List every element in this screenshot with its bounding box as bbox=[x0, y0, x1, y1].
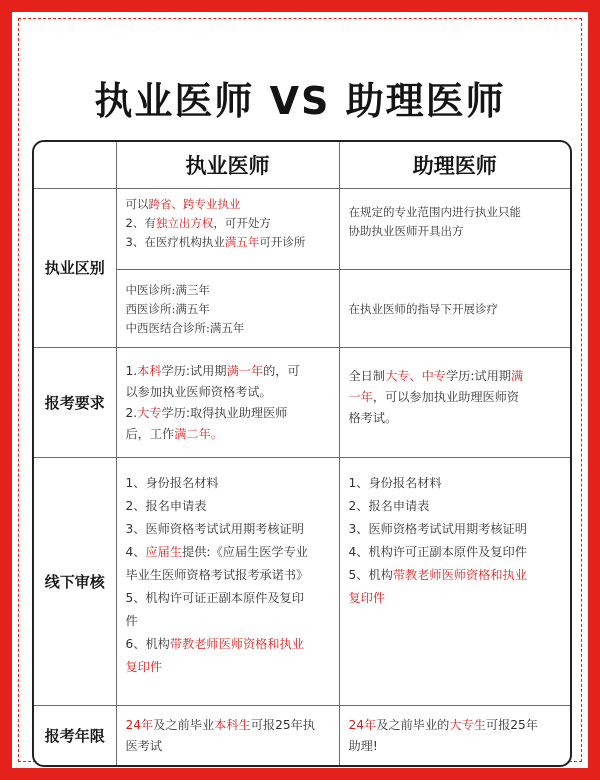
highlight-text: 带教老师医师资格和执业 bbox=[392, 567, 527, 582]
highlight-text: 24年 bbox=[348, 718, 377, 733]
plain-text: 1. bbox=[125, 364, 138, 378]
plain-text: 后，工作 bbox=[125, 427, 175, 441]
text-line bbox=[126, 495, 331, 518]
plain-text: 2. bbox=[125, 406, 138, 420]
text-line bbox=[349, 736, 563, 757]
plain-text: 2、报名申请表 bbox=[125, 498, 207, 513]
plain-text: 可开诊所 bbox=[259, 234, 306, 249]
plain-text: 提供:《应届生医学专业 bbox=[182, 544, 308, 559]
plain-text: 3、在医疗机构执业 bbox=[125, 234, 225, 249]
plain-text: 学历:试用期 bbox=[161, 364, 227, 378]
plain-text: 学历:试用期 bbox=[446, 368, 512, 383]
highlight-text: 大专、中专 bbox=[385, 368, 446, 383]
row-label-exam-years: 报考年限 bbox=[34, 705, 116, 765]
plain-text: 助理! bbox=[348, 739, 378, 754]
plain-text: 的，可 bbox=[263, 364, 300, 378]
text-line bbox=[126, 472, 331, 495]
text-line bbox=[126, 403, 331, 424]
text-line bbox=[349, 564, 563, 587]
text-line bbox=[126, 195, 331, 214]
highlight-text: 独立出方权 bbox=[155, 215, 214, 230]
row-label-offline-review: 线下审核 bbox=[34, 457, 116, 705]
plain-text: 5、机构 bbox=[348, 567, 393, 582]
text-line bbox=[126, 541, 331, 564]
assistant-exam-requirements bbox=[339, 347, 570, 457]
highlight-text: 带教老师医师资格和执业 bbox=[169, 636, 304, 651]
row-label-practice-difference: 执业区别 bbox=[34, 188, 116, 347]
plain-text: 可以 bbox=[125, 196, 149, 211]
row-exam-requirements bbox=[34, 347, 570, 457]
highlight-text: 跨省、跨专业执业 bbox=[148, 196, 241, 211]
plain-text: 3、医师资格考试试用期考核证明 bbox=[125, 521, 304, 536]
plain-text: ，可以参加执业助理医师资 bbox=[372, 389, 520, 404]
text-line: 西医诊所:满五年 bbox=[125, 301, 210, 316]
highlight-text: 满一年 bbox=[226, 364, 264, 378]
practicing-exam-years bbox=[116, 705, 339, 765]
text-line bbox=[126, 587, 331, 610]
plain-text: 及之前毕业 bbox=[153, 718, 215, 733]
plain-text: 1、身份报名材料 bbox=[125, 475, 219, 490]
row-label-exam-requirements: 报考要求 bbox=[34, 347, 116, 457]
text-line bbox=[126, 518, 331, 541]
practicing-offline-review bbox=[116, 457, 339, 705]
text-line bbox=[126, 233, 331, 252]
poster-card bbox=[12, 12, 588, 768]
text-line: 中西医结合诊所:满五年 bbox=[125, 320, 245, 335]
text-line bbox=[349, 587, 563, 610]
plain-text: 2、报名申请表 bbox=[348, 498, 430, 513]
text-line bbox=[349, 715, 563, 736]
text-line bbox=[349, 408, 563, 429]
plain-text: 4、机构许可正副本原件及复印件 bbox=[348, 544, 527, 559]
plain-text: 可报25年 bbox=[485, 718, 538, 733]
plain-text: 2、有 bbox=[125, 215, 156, 230]
text-line bbox=[126, 633, 331, 656]
plain-text: 可报25年执 bbox=[250, 718, 315, 733]
plain-text: 全日制 bbox=[348, 368, 386, 383]
row-exam-years bbox=[34, 705, 570, 765]
plain-text: 格考试。 bbox=[348, 410, 398, 425]
highlight-text: 本科 bbox=[137, 364, 162, 378]
text-line: 协助执业医师开具出方 bbox=[348, 223, 464, 238]
text-line bbox=[349, 366, 563, 387]
highlight-text: 复印件 bbox=[348, 590, 386, 605]
assistant-exam-years bbox=[339, 705, 570, 765]
plain-text: 5、机构许可证正副本原件及复印 bbox=[125, 590, 304, 605]
text-line bbox=[126, 610, 331, 633]
assistant-guidance-note: 在执业医师的指导下开展诊疗 bbox=[339, 269, 570, 347]
plain-text: 4、 bbox=[125, 544, 146, 559]
page-title: 执业医师 VS 助理医师 bbox=[94, 79, 506, 123]
practicing-practice-scope bbox=[116, 188, 339, 269]
text-line bbox=[349, 495, 563, 518]
highlight-text: 24年 bbox=[125, 718, 154, 733]
plain-text: 毕业生医师资格考试报考承诺书》 bbox=[125, 567, 309, 582]
text-line bbox=[126, 715, 331, 736]
header-practicing-physician: 执业医师 bbox=[116, 142, 339, 188]
comparison-table bbox=[32, 140, 572, 767]
text-line: 在规定的专业范围内进行执业只能 bbox=[348, 204, 521, 219]
highlight-text: 满二年。 bbox=[174, 427, 223, 441]
practicing-clinic-requirements bbox=[116, 269, 339, 347]
text-line bbox=[126, 736, 331, 757]
assistant-practice-scope bbox=[339, 188, 570, 269]
header-row bbox=[34, 142, 570, 188]
header-assistant-physician: 助理医师 bbox=[339, 142, 570, 188]
text-line bbox=[126, 214, 331, 233]
plain-text: ，可开处方 bbox=[213, 215, 271, 230]
highlight-text: 满五年 bbox=[224, 234, 260, 249]
highlight-text: 应届生 bbox=[145, 544, 183, 559]
plain-text: 3、医师资格考试试用期考核证明 bbox=[348, 521, 527, 536]
plain-text: 学历:取得执业助理医师 bbox=[161, 406, 288, 420]
highlight-text: 大专生 bbox=[449, 718, 486, 733]
plain-text: 件 bbox=[125, 613, 138, 628]
plain-text: 以参加执业医师资格考试。 bbox=[125, 385, 272, 399]
plain-text: 及之前毕业的 bbox=[376, 718, 450, 733]
text-line bbox=[126, 361, 331, 382]
text-line bbox=[349, 472, 563, 495]
text-line bbox=[126, 656, 331, 679]
highlight-text: 大专 bbox=[137, 406, 162, 420]
practicing-exam-requirements bbox=[116, 347, 339, 457]
text-line bbox=[349, 541, 563, 564]
row-offline-review bbox=[34, 457, 570, 705]
text-line bbox=[126, 564, 331, 587]
text-line bbox=[126, 424, 331, 445]
highlight-text: 满 bbox=[511, 368, 524, 383]
highlight-text: 一年 bbox=[348, 389, 373, 404]
plain-text: 6、机构 bbox=[125, 636, 170, 651]
text-line bbox=[349, 518, 563, 541]
row-practice-difference-a bbox=[34, 188, 570, 269]
text-line bbox=[349, 387, 563, 408]
corner-cell bbox=[34, 142, 116, 188]
text-line: 中医诊所:满三年 bbox=[125, 282, 210, 297]
plain-text: 1、身份报名材料 bbox=[348, 475, 442, 490]
highlight-text: 本科生 bbox=[214, 718, 251, 733]
assistant-offline-review bbox=[339, 457, 570, 705]
plain-text: 医考试 bbox=[125, 739, 163, 754]
text-line bbox=[126, 382, 331, 403]
highlight-text: 复印件 bbox=[125, 659, 163, 674]
